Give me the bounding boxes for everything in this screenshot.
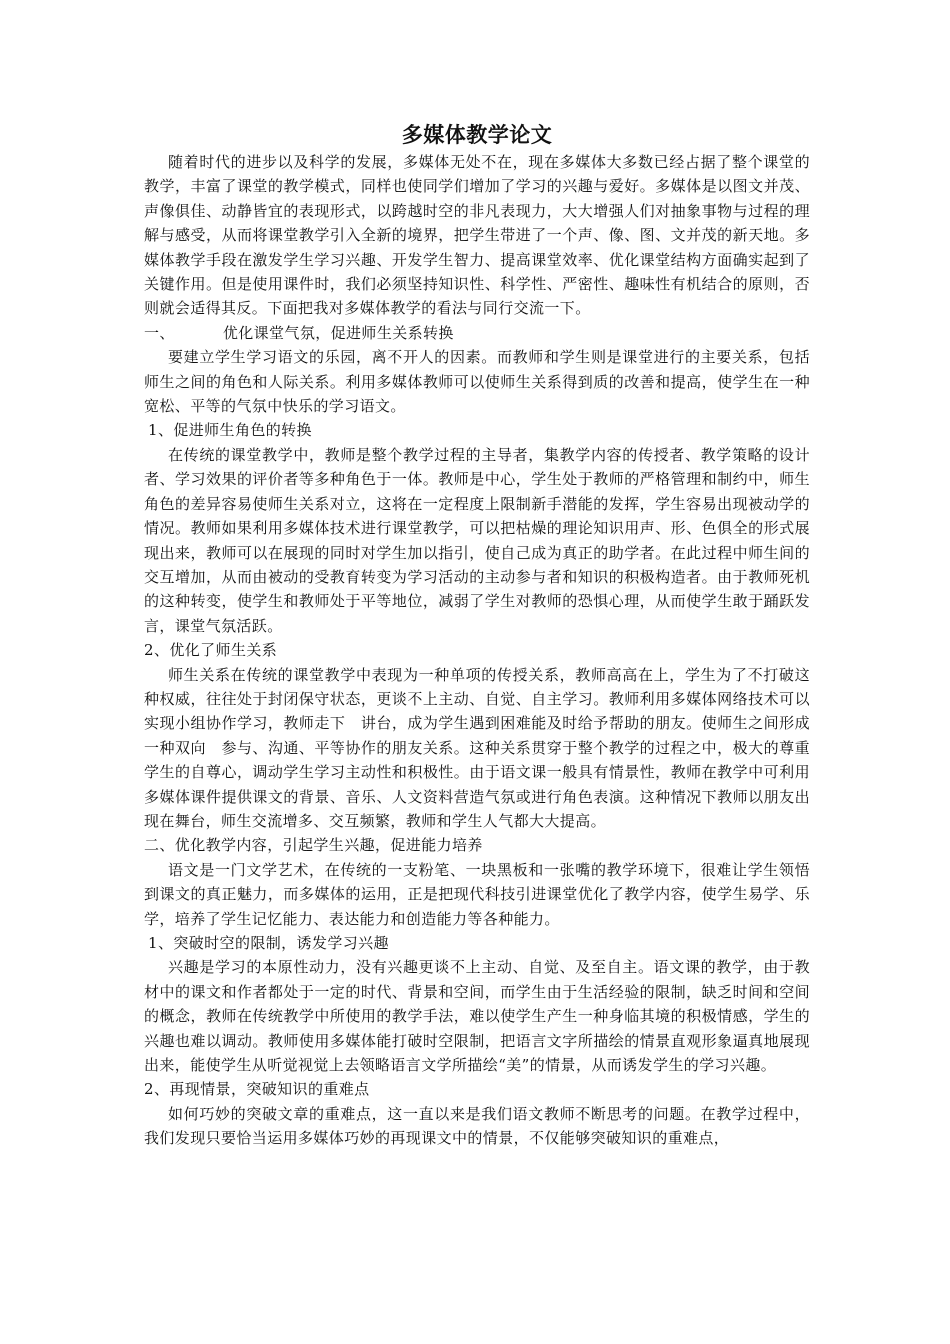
section-2-paragraph: 语文是一门文学艺术，在传统的一支粉笔、一块黑板和一张嘴的教学环境下，很难让学生领悟到课文的真正魅力，而多媒体的运用，正是把现代科技引进课堂优化了教学内容，使学生易学、乐学，培养了学生记忆能力、表达能力和创造能力等各种能力。 <box>144 860 810 928</box>
section-2-2-heading: 2、再现情景，突破知识的重难点 <box>144 1080 370 1099</box>
section-2-1-paragraph: 兴趣是学习的本原性动力，没有兴趣更谈不上主动、自觉、及至自主。语文课的教学，由于教材中的课文和作者都处于一定的时代、背景和空间，而学生由于生活经验的限制，缺乏时间和空间的概念，教师在传统教学中所使用的教学手法，难以使学生产生一种身临其境的积极情感，学生的兴趣也难以调动。教师使用多媒体能打破时空限制，把语言文字所描绘的情景直观形象逼真地展现出来，能使学生从听觉视觉上去领略语言文学所描绘“美”的情景，从而诱发学生的学习兴趣。 <box>144 958 810 1075</box>
intro-paragraph: 随着时代的进步以及科学的发展，多媒体无处不在，现在多媒体大多数已经占据了整个课堂的教学，丰富了课堂的教学模式，同样也使同学们增加了学习的兴趣与爱好。多媒体是以图文并茂、声像俱佳、动静皆宜的表现形式，以跨越时空的非凡表现力，大大增强人们对抽象事物与过程的理解与感受，从而将课堂教学引入全新的境界，把学生带进了一个声、像、图、文并茂的新天地。多媒体教学手段在激发学生学习兴趣、开发学生智力、提高课堂效率、优化课堂结构方面确实起到了关键作用。但是使用课件时，我们必须坚持知识性、科学性、严密性、趣味性有机结合的原则，否则就会适得其反。下面把我对多媒体教学的看法与同行交流一下。 <box>144 153 810 318</box>
section-2-2-paragraph: 如何巧妙的突破文章的重难点，这一直以来是我们语文教师不断思考的问题。在教学过程中，我们发现只要恰当运用多媒体巧妙的再现课文中的情景，不仅能够突破知识的重难点， <box>144 1104 810 1148</box>
section-1-2-heading: 2、优化了师生关系 <box>144 641 278 660</box>
section-2-heading: 二、优化教学内容，引起学生兴趣，促进能力培养 <box>144 836 483 855</box>
section-1-1-paragraph: 在传统的课堂教学中，教师是整个教学过程的主导者，集教学内容的传授者、教学策略的设计者、学习效果的评价者等多种角色于一体。教师是中心，学生处于教师的严格管理和制约中，师生角色的差异容易使师生关系对立，这将在一定程度上限制新手潜能的发挥，学生容易出现被动学的情况。教师如果利用多媒体技术进行课堂教学，可以把枯燥的理论知识用声、形、色俱全的形式展现出来，教师可以在展现的同时对学生加以指引，使自己成为真正的助学者。在此过程中师生间的交互增加，从而由被动的受教育转变为学习活动的主动参与者和知识的积极构造者。由于教师死机的这种转变，使学生和教师处于平等地位，减弱了学生对教师的恐惧心理，从而使学生敢于踊跃发言，课堂气氛活跃。 <box>144 445 810 635</box>
section-1-number: 一、 <box>144 323 175 342</box>
section-1-paragraph: 要建立学生学习语文的乐园，离不开人的因素。而教师和学生则是课堂进行的主要关系，包括师生之间的角色和人际关系。利用多媒体教师可以使师生关系得到质的改善和提高，使学生在一种宽松、平等的气氛中快乐的学习语文。 <box>144 348 810 416</box>
section-1-1-heading: 1、促进师生角色的转换 <box>148 421 312 440</box>
document-page <box>144 120 810 1151</box>
section-1-2-paragraph: 师生关系在传统的课堂教学中表现为一种单项的传授关系，教师高高在上，学生为了不打破这种权威，往往处于封闭保守状态，更谈不上主动、自觉、自主学习。教师利用多媒体网络技术可以实现小组协作学习，教师走下 讲台，成为学生遇到困难能及时给予帮助的朋友。使师生之间形成一种双向 参与、沟通、平等协作的朋友关系。这种关系贯穿于整个教学的过程之中，极大的尊重学生的自尊心，调动学生学习主动性和积极性。由于语文课一般具有情景性，教师在教学中可利用多媒体课件提供课文的背景、音乐、人文资料营造气氛或进行角色表演。这种情况下教师以朋友出现在舞台，师生交流增多、交互频繁，教师和学生人气都大大提高。 <box>144 665 810 830</box>
section-1-title: 优化课堂气氛，促进师生关系转换 <box>222 323 454 342</box>
document-title: 多媒体教学论文 <box>401 122 553 147</box>
section-1-heading <box>144 321 810 345</box>
section-2-1-heading: 1、突破时空的限制，诱发学习兴趣 <box>148 934 389 952</box>
